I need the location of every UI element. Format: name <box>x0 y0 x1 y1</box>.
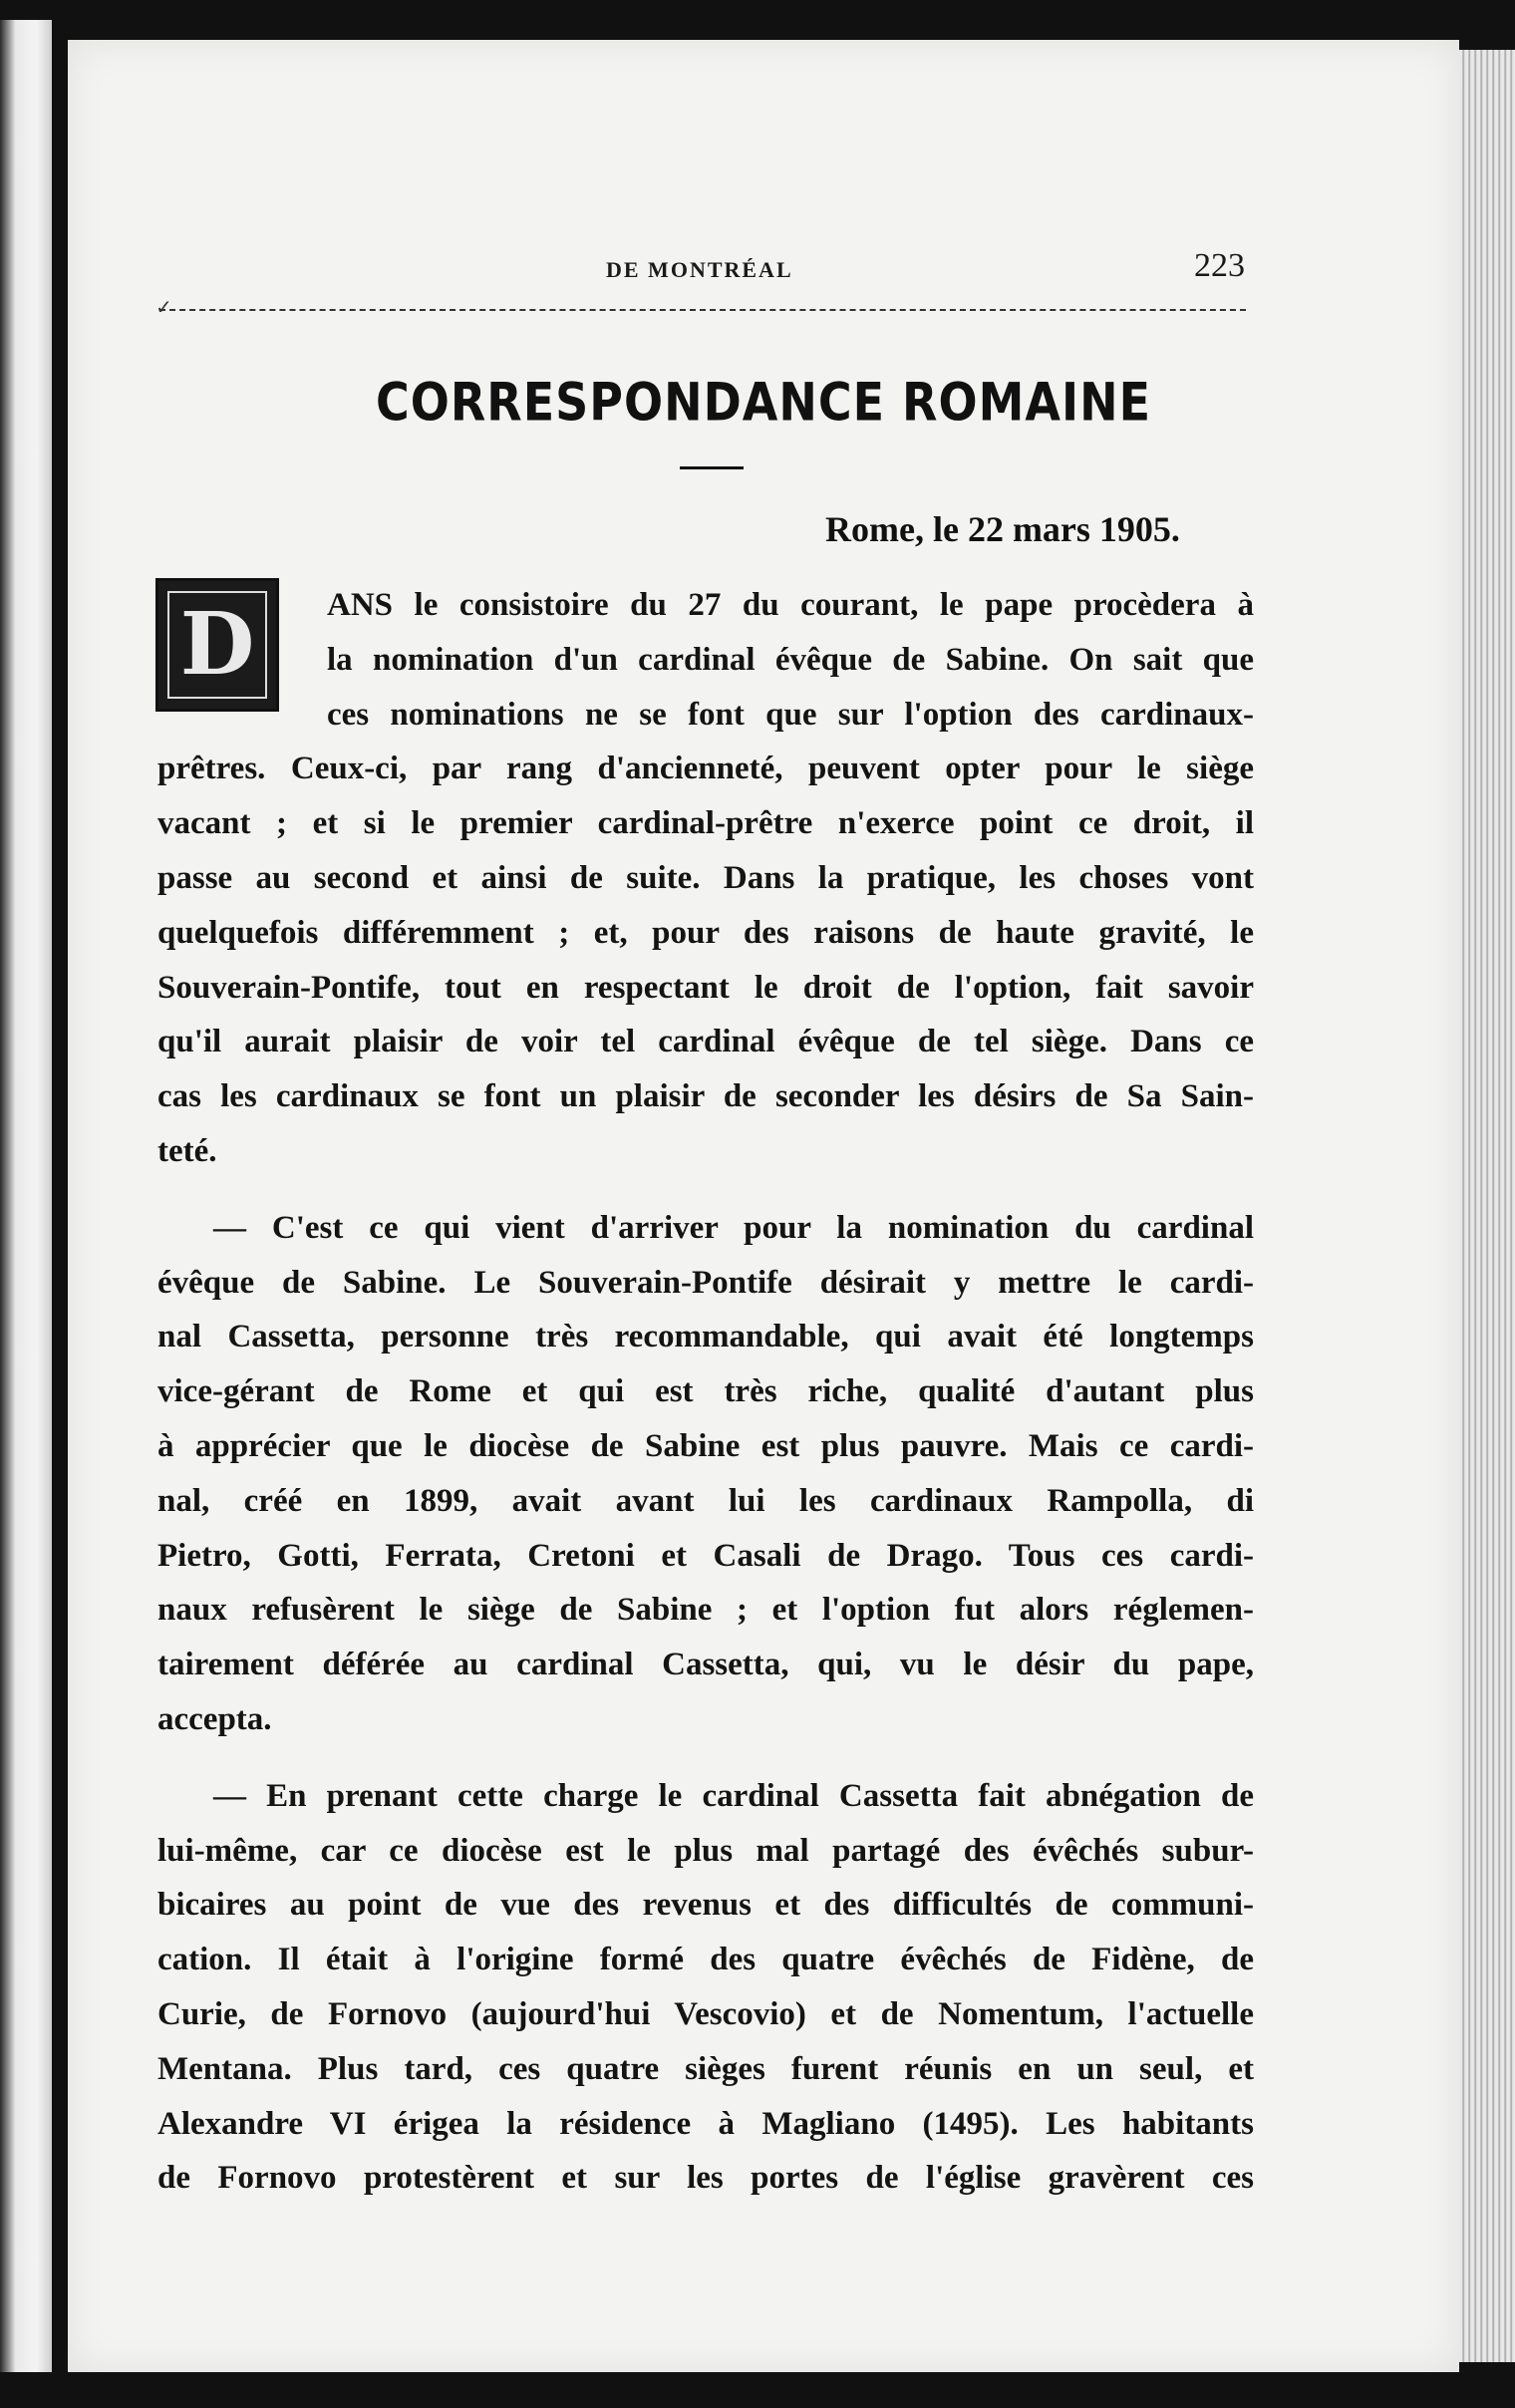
paragraph-2 <box>157 1201 1254 1747</box>
text-line: vice-gérant de Rome et qui est très riche, qualité d'autant plus <box>157 1373 1254 1410</box>
text-line: cation. Il était à l'origine formé des quatre évêchés de Fidène, de <box>157 1942 1254 1978</box>
text-line: passe au second et ainsi de suite. Dans la pratique, les choses vont <box>157 859 1254 896</box>
paragraph-3 <box>157 1769 1254 2206</box>
text-line: teté. <box>157 1132 217 1169</box>
header-rule <box>159 309 1246 311</box>
running-title: DE MONTRÉAL <box>606 257 793 282</box>
article-body <box>157 578 1254 2206</box>
text-line: Mentana. Plus tard, ces quatre sièges furent réunis en un seul, et <box>157 2050 1254 2087</box>
text-line: prêtres. Ceux-ci, par rang d'ancienneté, peuvent opter pour le siège <box>157 751 1254 787</box>
paragraph-1 <box>157 578 1254 1179</box>
text-line: Souverain-Pontife, tout en respectant le droit de l'option, fait savoir <box>157 969 1254 1006</box>
text-line: quelquefois différemment ; et, pour des raisons de haute gravité, le <box>157 914 1254 951</box>
article-title: CORRESPONDANCE ROMAINE <box>376 370 1151 434</box>
text-line: Curie, de Fornovo (aujourd'hui Vescovio) et de Nomentum, l'actuelle <box>157 1995 1254 2032</box>
drop-cap-letter: D <box>167 591 267 699</box>
text-line: tairement déférée au cardinal Cassetta, qui, vu le désir du pape, <box>157 1647 1254 1683</box>
text-line: bicaires au point de vue des revenus et des difficultés de communi- <box>157 1887 1254 1924</box>
text-line: nal, créé en 1899, avait avant lui les cardinaux Rampolla, di <box>157 1482 1254 1519</box>
text-line: cas les cardinaux se font un plaisir de seconder les désirs de Sa Sain- <box>157 1078 1254 1115</box>
text-line: la nomination d'un cardinal évêque de Sabine. On sait que <box>327 641 1254 678</box>
text-line: ANS le consistoire du 27 du courant, le pape procèdera à <box>327 587 1254 623</box>
text-line: ces nominations ne se font que sur l'option des cardinaux- <box>327 696 1254 733</box>
margin-mark: ✓ <box>155 297 172 319</box>
text-line: nal Cassetta, personne très recommandable, qui avait été longtemps <box>157 1319 1254 1355</box>
text-line: qu'il aurait plaisir de voir tel cardinal évêque de tel siège. Dans ce <box>157 1024 1254 1060</box>
text-line: — En prenant cette charge le cardinal Cassetta fait abnégation de <box>213 1777 1254 1814</box>
paragraph-gap <box>157 1179 1254 1201</box>
text-line: Alexandre VI érigea la résidence à Magliano (1495). Les habitants <box>157 2105 1254 2142</box>
text-line: vacant ; et si le premier cardinal-prêtre n'exerce point ce droit, il <box>157 805 1254 842</box>
running-head <box>68 239 1459 299</box>
text-line: accepta. <box>157 1700 272 1737</box>
text-line: évêque de Sabine. Le Souverain-Pontife désirait y mettre le cardi- <box>157 1264 1254 1301</box>
book-page-edges <box>1459 50 1515 2362</box>
title-rule <box>680 466 744 469</box>
text-line: naux refusèrent le siège de Sabine ; et l'option fut alors réglemen- <box>157 1592 1254 1629</box>
text-line: Pietro, Gotti, Ferrata, Cretoni et Casali de Drago. Tous ces cardi- <box>157 1537 1254 1574</box>
adjacent-page-edge <box>0 20 56 2372</box>
text-line: lui-même, car ce diocèse est le plus mal partagé des évêchés subur- <box>157 1832 1254 1869</box>
dateline: Rome, le 22 mars 1905. <box>825 509 1180 549</box>
paragraph-gap <box>157 1747 1254 1769</box>
text-line: — C'est ce qui vient d'arriver pour la nomination du cardinal <box>213 1209 1254 1246</box>
page-number: 223 <box>1194 247 1245 284</box>
text-line: de Fornovo protestèrent et sur les portes de l'église gravèrent ces <box>157 2160 1254 2197</box>
book-page <box>68 40 1459 2372</box>
text-line: à apprécier que le diocèse de Sabine est plus pauvre. Mais ce cardi- <box>157 1427 1254 1464</box>
